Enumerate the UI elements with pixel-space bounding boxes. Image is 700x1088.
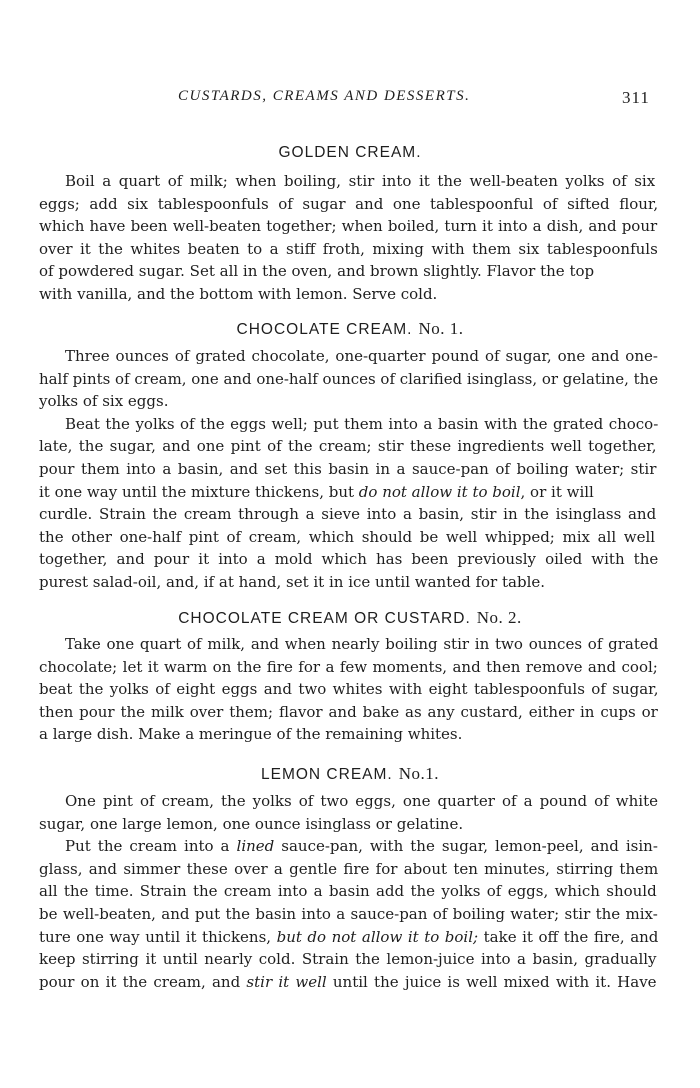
heading-title: LEMON CREAM. xyxy=(261,766,393,783)
text-run: until the juice is well mixed with it. Have xyxy=(326,972,657,991)
heading-number: No.1. xyxy=(398,764,439,783)
text-run: then pour the milk over them; flavor and bake as any custard, either in cups or xyxy=(39,702,658,721)
text-run: pour them into a basin, and set this basin in a sauce-pan of boiling water; stir xyxy=(39,460,657,478)
heading-title: CHOCOLATE CREAM. xyxy=(236,321,413,338)
text-run: of powdered sugar. Set all in the oven, and brown slightly. Flavor the top xyxy=(39,262,595,281)
text-run: it one way until the mixture thickens, but xyxy=(39,482,359,501)
text-run: Put the cream into a xyxy=(65,837,237,856)
text-run: Beat the yolks of the eggs well; put them into a basin with the grated choco- xyxy=(65,414,659,433)
heading-number: No. 1. xyxy=(418,319,464,338)
heading-chocolate-cream-no-1 xyxy=(0,319,700,339)
text-run: over it the whites beaten to a stiff froth, mixing with them six tablespoonfuls xyxy=(39,239,658,258)
text-line xyxy=(39,858,658,880)
text-line xyxy=(65,633,658,655)
text-run: together, and pour it into a mold which has been previously oiled with the xyxy=(39,550,659,569)
text-line xyxy=(65,413,658,435)
text-run: ture one way until it thickens, xyxy=(39,927,277,946)
text-run: beat the yolks of eight eggs and two whites with eight tablespoonfuls of sugar, xyxy=(39,680,659,699)
italic-phrase: but do not allow it to boil; xyxy=(276,927,479,946)
text-line xyxy=(39,238,658,260)
italic-phrase: stir it well xyxy=(246,972,327,991)
text-run: late, the sugar, and one pint of the cream; stir these ingredients well together, xyxy=(39,437,657,456)
text-line xyxy=(39,503,656,525)
text-run: pour on it the cream, and xyxy=(39,972,247,991)
italic-phrase: do not allow it to boil xyxy=(358,482,521,501)
page-number: 311 xyxy=(622,88,650,107)
text-run: take it off the fire, and xyxy=(478,927,659,946)
text-run: , or it will xyxy=(520,482,594,501)
text-line xyxy=(39,193,658,215)
text-line xyxy=(39,723,462,745)
text-run: a large dish. Make a meringue of the remaining whites. xyxy=(39,725,463,744)
text-line xyxy=(65,835,658,857)
text-run: all the time. Strain the cream into a basin add the yolks of eggs, which should xyxy=(39,882,657,901)
text-line xyxy=(39,813,463,835)
text-line xyxy=(39,481,594,503)
text-line xyxy=(39,926,658,948)
text-run: eggs; add six tablespoonfuls of sugar and one tablespoonful of sifted flour, xyxy=(39,194,659,213)
text-line xyxy=(39,458,656,480)
text-run: yolks of six eggs. xyxy=(39,392,169,411)
text-run: keep stirring it until nearly cold. Strain the lemon-juice into a basin, gradually xyxy=(39,950,657,969)
text-line xyxy=(39,678,658,700)
text-run: purest salad-oil, and, if at hand, set it in ice until wanted for table. xyxy=(39,573,546,591)
text-line xyxy=(39,435,657,457)
heading-lemon-cream-no-1 xyxy=(0,764,700,784)
text-run: chocolate; let it warm on the fire for a few moments, and then remove and cool; xyxy=(39,657,658,676)
text-run: One pint of cream, the yolks of two eggs, one quarter of a pound of white xyxy=(65,792,658,810)
text-line xyxy=(39,526,655,548)
text-line xyxy=(39,260,594,282)
text-line xyxy=(39,948,657,970)
text-run: be well-beaten, and put the basin into a sauce-pan of boiling water; stir the mix- xyxy=(39,905,658,923)
text-run: Three ounces of grated chocolate, one-quarter pound of sugar, one and one- xyxy=(65,347,658,365)
heading-chocolate-cream-or-custard-no-2 xyxy=(0,608,700,628)
text-run: sauce-pan, with the sugar, lemon-peel, and isin- xyxy=(274,837,658,856)
text-line xyxy=(39,880,657,902)
italic-phrase: lined xyxy=(236,837,275,856)
text-line xyxy=(39,903,658,925)
text-line xyxy=(39,215,657,237)
text-line xyxy=(39,368,658,390)
text-line xyxy=(39,283,437,305)
heading-title: GOLDEN CREAM. xyxy=(278,144,422,161)
text-run: Take one quart of milk, and when nearly boiling stir in two ounces of grated xyxy=(65,635,659,653)
text-line xyxy=(65,790,658,812)
text-line xyxy=(65,345,658,367)
heading-title: CHOCOLATE CREAM OR CUSTARD. xyxy=(178,610,471,627)
text-line xyxy=(39,548,658,570)
heading-number: No. 2. xyxy=(476,608,522,627)
text-run: glass, and simmer these over a gentle fire for about ten minutes, stirring them xyxy=(39,859,659,878)
text-run: sugar, one large lemon, one ounce isinglass or gelatine. xyxy=(39,814,464,833)
text-run: half pints of cream, one and one-half ounces of clarified isinglass, or gelatine, the xyxy=(39,369,659,388)
text-line xyxy=(39,656,658,678)
text-run: Boil a quart of milk; when boiling, stir into it the well-beaten yolks of six xyxy=(65,172,656,190)
running-head: CUSTARDS, CREAMS AND DESSERTS. xyxy=(178,88,471,104)
text-run: which have been well-beaten together; when boiled, turn it into a dish, and pour xyxy=(39,217,658,236)
text-line xyxy=(39,701,658,723)
heading-golden-cream xyxy=(0,144,700,162)
text-run: the other one-half pint of cream, which should be well whipped; mix all well xyxy=(39,527,656,546)
text-line xyxy=(39,571,545,593)
text-line xyxy=(39,390,168,412)
text-line xyxy=(39,971,657,993)
text-line xyxy=(65,170,655,192)
text-run: curdle. Strain the cream through a sieve into a basin, stir in the isinglass and xyxy=(39,505,657,524)
text-run: with vanilla, and the bottom with lemon. Serve cold. xyxy=(39,285,438,303)
